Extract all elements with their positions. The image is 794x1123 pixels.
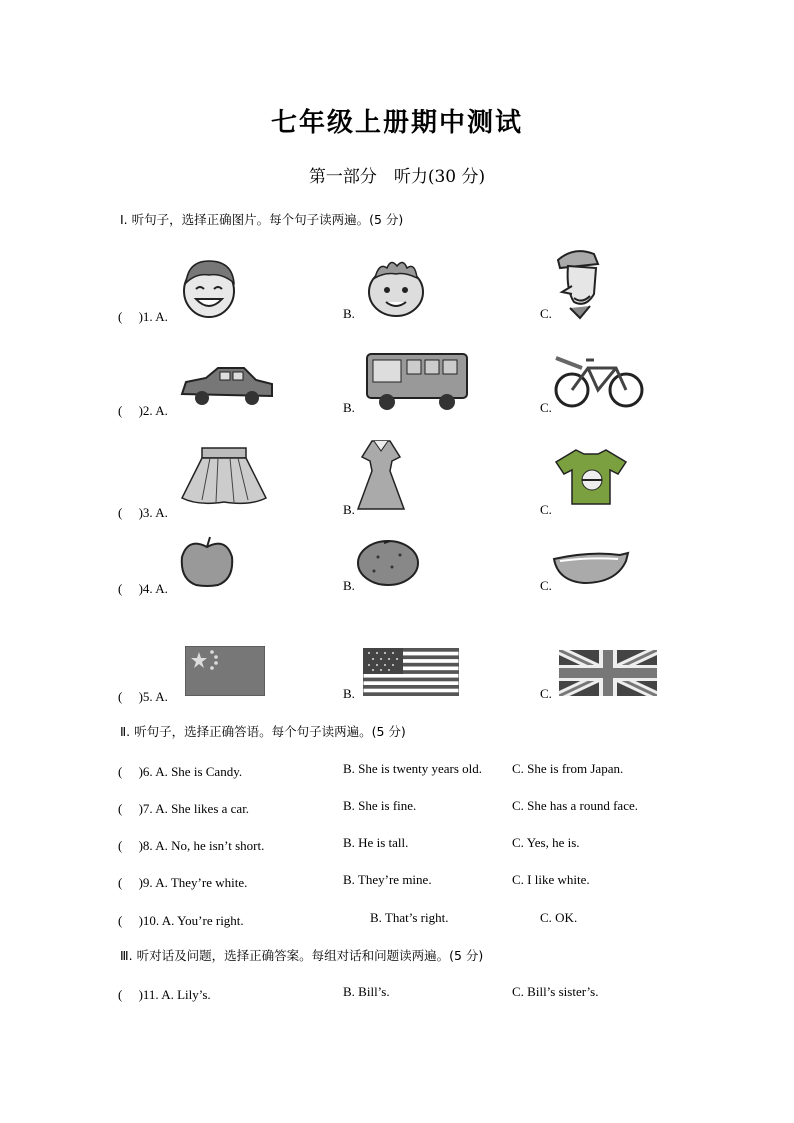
section1-heading: Ⅰ. 听句子，选择正确图片。每个句子读两遍。(5 分) — [120, 212, 404, 227]
dress-icon — [356, 437, 406, 515]
q2-option-c: C. — [540, 400, 552, 415]
apple-icon — [178, 535, 236, 587]
section3-heading: Ⅲ. 听对话及问题，选择正确答案。每组对话和问题读两遍。(5 分) — [120, 948, 484, 963]
q8-option-a: ( )8. A. No, he isn’t short. — [118, 838, 265, 853]
t-shirt-icon — [554, 446, 628, 508]
q4-label: ( )4. A. — [118, 581, 168, 596]
q6-option-b: B. She is twenty years old. — [343, 761, 483, 776]
q3-option-c: C. — [540, 502, 552, 517]
page-title: 七年级上册期中测试 — [270, 108, 523, 138]
q6-option-c: C. She is from Japan. — [512, 761, 624, 776]
man-with-cap-icon — [550, 246, 608, 320]
q2-option-b: B. — [343, 400, 355, 415]
orange-icon — [356, 537, 420, 587]
uk-flag-icon — [559, 650, 657, 696]
q11-option-c: C. Bill’s sister’s. — [512, 984, 599, 999]
q4-option-b: B. — [343, 578, 355, 593]
q1-option-c: C. — [540, 306, 552, 321]
q3-label: ( )3. A. — [118, 505, 168, 520]
skirt-icon — [178, 444, 270, 510]
q8-option-c: C. Yes, he is. — [512, 835, 580, 850]
banana-icon — [550, 547, 632, 587]
q10-option-a: ( )10. A. You’re right. — [118, 913, 244, 928]
q1-label: ( )1. A. — [118, 309, 168, 324]
q5-option-b: B. — [343, 686, 355, 701]
q7-option-a: ( )7. A. She likes a car. — [118, 801, 250, 816]
q2-label: ( )2. A. — [118, 403, 168, 418]
q9-option-a: ( )9. A. They’re white. — [118, 875, 248, 890]
q10-option-b: B. That’s right. — [370, 910, 449, 925]
part-subtitle: 第一部分 听力(30 分) — [308, 167, 486, 187]
bus-icon — [363, 348, 471, 412]
q5-option-c: C. — [540, 686, 552, 701]
q1-option-b: B. — [343, 306, 355, 321]
q4-option-c: C. — [540, 578, 552, 593]
smiling-boy-face-icon — [178, 255, 240, 319]
usa-flag-icon — [363, 648, 459, 696]
q11-option-b: B. Bill’s. — [343, 984, 390, 999]
chubby-kid-face-icon — [365, 256, 427, 318]
q3-option-b: B. — [343, 502, 355, 517]
q7-option-c: C. She has a round face. — [512, 798, 638, 813]
q9-option-c: C. I like white. — [512, 872, 590, 887]
q5-label: ( )5. A. — [118, 689, 168, 704]
china-flag-icon — [185, 646, 265, 696]
q11-option-a: ( )11. A. Lily’s. — [118, 987, 211, 1002]
q9-option-b: B. They’re mine. — [343, 872, 432, 887]
bicycle-icon — [552, 350, 644, 410]
car-icon — [178, 364, 276, 408]
q7-option-b: B. She is fine. — [343, 798, 417, 813]
section2-heading: Ⅱ. 听句子，选择正确答语。每个句子读两遍。(5 分) — [120, 724, 406, 739]
q10-option-c: C. OK. — [540, 910, 578, 925]
q6-option-a: ( )6. A. She is Candy. — [118, 764, 243, 779]
q8-option-b: B. He is tall. — [343, 835, 409, 850]
